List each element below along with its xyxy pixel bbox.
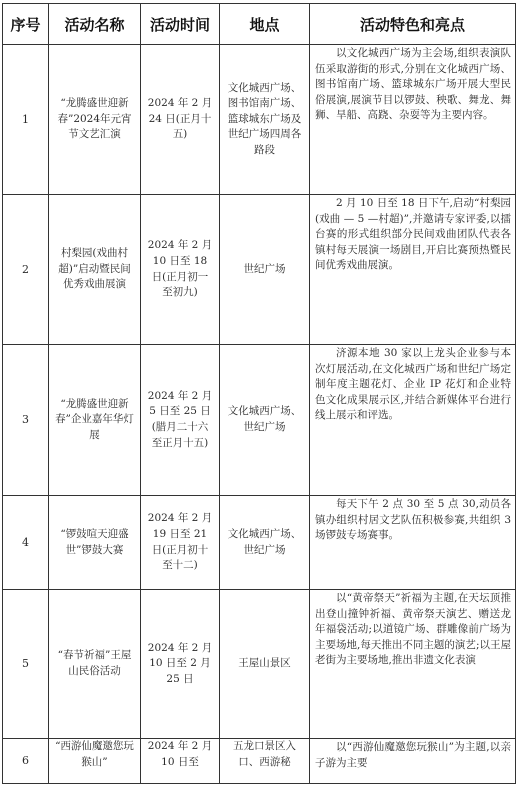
activity-highlights [310, 45, 516, 195]
highlights-text: 以“西游仙魔邀您玩猴山”为主题,以亲子游为主要 [315, 741, 511, 769]
header-place: 地点 [220, 4, 310, 45]
table-row [3, 345, 516, 496]
activity-name: 村梨园(戏曲村超)”启动暨民间优秀戏曲展演 [49, 195, 141, 345]
highlights-text: 每天下午 2 点 30 至 5 点 30,动员各镇办组织村居文艺队伍积极参赛,共组织 3 场锣鼓专场赛事。 [315, 498, 511, 542]
table-row [3, 45, 516, 195]
activity-name: “西游仙魔邀您玩猴山” [49, 739, 141, 784]
row-index: 6 [3, 739, 49, 784]
highlights-text: 以“黄帝祭天”祈福为主题,在天坛顶推出登山撞钟祈福、黄帝祭天演艺、赠送龙年福袋活动;以道镜广场、群雕像前广场为主要场地,每天推出不同主题的演艺;以王屋老街为主要场地,推出非遗文化表演 [315, 592, 511, 667]
activity-place: 文化城西广场、世纪广场 [220, 345, 310, 496]
activity-time: 2024 年 2 月 10 日至 18 日(正月初一至初九) [141, 195, 220, 345]
table-row [3, 496, 516, 590]
activity-time: 2024 年 2 月 19 日至 21 日(正月初十至十二) [141, 496, 220, 590]
activity-time: 2024 年 2 月 5 日至 25 日(腊月二十六至正月十五) [141, 345, 220, 496]
activity-time: 2024 年 2 月 10 日至 2 月 25 日 [141, 590, 220, 739]
activity-place: 王屋山景区 [220, 590, 310, 739]
highlights-text: 济源本地 30 家以上龙头企业参与本次灯展活动,在文化城西广场和世纪广场定制年度主题花灯、企业 IP 花灯和企业特色文化成果展示区,并结合新媒体平台进行线上展示和评选。 [315, 347, 511, 422]
table-row [3, 739, 516, 784]
activity-place: 五龙口景区入口、西游秘 [220, 739, 310, 784]
header-time: 活动时间 [141, 4, 220, 45]
activity-highlights [310, 496, 516, 590]
activity-name: “春节祈福”王屋山民俗活动 [49, 590, 141, 739]
activity-highlights [310, 590, 516, 739]
activity-place: 世纪广场 [220, 195, 310, 345]
header-index: 序号 [3, 4, 49, 45]
row-index: 5 [3, 590, 49, 739]
highlights-text: 2 月 10 日至 18 日下午,启动“村梨园(戏曲 — 5 —村超)”,并邀请专家评委,以擂台赛的形式组织部分民间戏曲团队代表各镇村每天展演一场剧目,开启比赛预热暨民间优秀戏曲展演。 [315, 197, 511, 272]
highlights-text: 以文化城西广场为主会场,组织表演队伍采取游街的形式,分别在文化城西广场、图书馆南广场、篮球城东广场开展大型民俗展演,展演节目以锣鼓、秧歌、舞龙、舞狮、旱船、高跷、杂耍等为主要内容。 [315, 47, 511, 122]
activity-highlights [310, 345, 516, 496]
activity-name: “锣鼓喧天迎盛世”锣鼓大赛 [49, 496, 141, 590]
activity-place: 文化城西广场、世纪广场 [220, 496, 310, 590]
table-header-row [3, 4, 516, 45]
row-index: 3 [3, 345, 49, 496]
row-index: 4 [3, 496, 49, 590]
activity-name: “龙腾盛世迎新春”企业嘉年华灯展 [49, 345, 141, 496]
table-row [3, 590, 516, 739]
row-index: 2 [3, 195, 49, 345]
activity-name: “龙腾盛世迎新春”2024年元宵节文艺汇演 [49, 45, 141, 195]
activity-highlights [310, 739, 516, 784]
activity-time: 2024 年 2 月 24 日(正月十五) [141, 45, 220, 195]
header-name: 活动名称 [49, 4, 141, 45]
table-row [3, 195, 516, 345]
activity-place: 文化城西广场、图书馆南广场、篮球城东广场及世纪广场四周各路段 [220, 45, 310, 195]
activity-table [2, 3, 516, 784]
header-highlights: 活动特色和亮点 [310, 4, 516, 45]
row-index: 1 [3, 45, 49, 195]
activity-time: 2024 年 2 月 10 日至 [141, 739, 220, 784]
activity-highlights [310, 195, 516, 345]
